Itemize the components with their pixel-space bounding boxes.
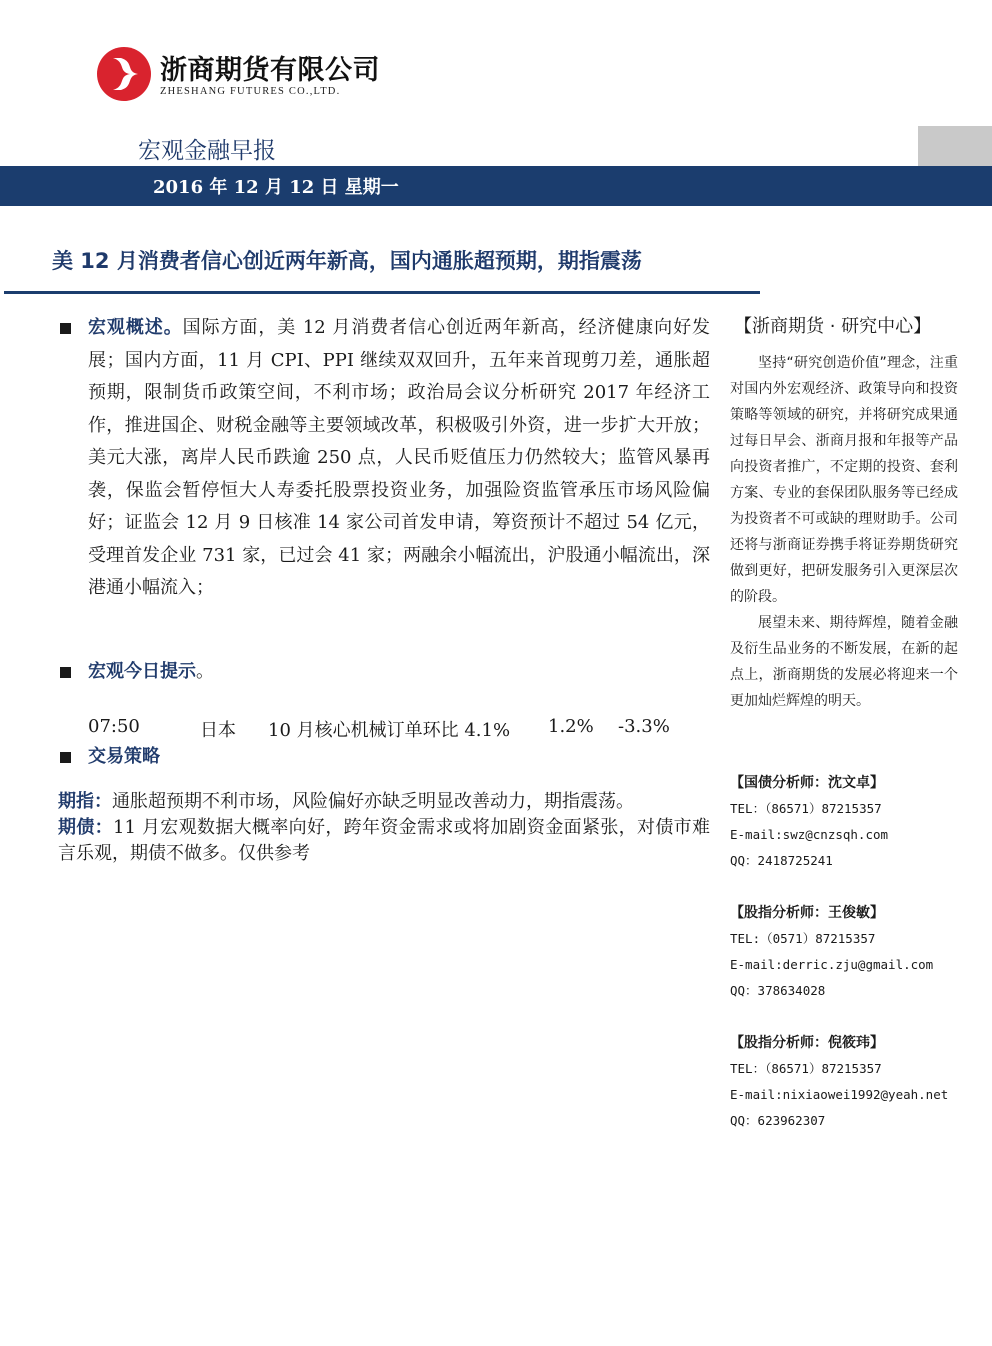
analyst-email[interactable]: E-mail:swz@cnzsqh.com: [730, 827, 889, 842]
analyst-qq: QQ：2418725241: [730, 853, 833, 868]
analyst-tel: TEL：（86571）87215357: [730, 801, 882, 816]
bullet-square-icon: [60, 667, 71, 678]
overview-text: 国际方面，美 12 月消费者信心创近两年新高，经济健康向好发展；国内方面，11 月 CPI、PPI 继续双双回升，五年来首现剪刀差，通胀超预期，限制货币政策空间，不利市场；政治局会议分析研究 2017 年经济工作，推进国企、财税金融等主要领域改革，积极吸引外资，进一步扩大开放；美元大涨，离岸人民币跌逾 250 点，人民币贬值压力仍然较大；监管风暴再袭，保监会暂停恒大人寿委托股票投资业务，加强险资监管承压市场风险偏好；证监会 12 月 9 日核准 14 家公司首发申请，筹资预计不超过 54 亿元，受理首发企业 731 家，已过会 41 家；两融余小幅流出，沪股通小幅流出，深港通小幅流入；: [88, 317, 710, 598]
event-name: 10 月核心机械订单环比 4.1%: [268, 720, 511, 741]
overview-paragraph: [88, 312, 710, 605]
report-type: 宏观金融早报: [138, 138, 276, 164]
company-name-en: ZHESHANG FUTURES CO.,LTD.: [160, 86, 341, 97]
sidebar-title: 【浙商期货 · 研究中心】: [734, 316, 932, 337]
event-time: 07:50: [88, 716, 140, 737]
strategy-item-text: 11 月宏观数据大概率向好，跨年资金需求或将加剧资金面紧张，对债市难言乐观，期债不做多。仅供参考: [58, 817, 711, 864]
event-forecast: 1.2%: [548, 716, 594, 737]
today-heading: 宏观今日提示。: [88, 661, 214, 682]
analyst-qq: QQ：623962307: [730, 1113, 826, 1128]
analyst-tel: TEL：（86571）87215357: [730, 1061, 882, 1076]
analyst-name: 【股指分析师：王俊敏】: [730, 905, 884, 921]
strategy-item-label: 期债：: [58, 817, 114, 838]
sidebar-paragraph: 坚持“研究创造价值”理念，注重对国内外宏观经济、政策导向和投资策略等领域的研究，并将研究成果通过每日早会、浙商月报和年报等产品向投资者推广，不定期的投资、套利方案、专业的套保团队服务等已经成为投资者不可或缺的理财助手。公司还将与浙商证券携手将证券期货研究做到更好，把研发服务引入更深层次的阶段。: [730, 355, 958, 605]
analyst-card: [730, 1030, 970, 1134]
strategy-body: [58, 789, 710, 867]
report-date: 2016 年 12 月 12 日 星期一: [153, 177, 399, 198]
analyst-email[interactable]: E-mail:derric.zju@gmail.com: [730, 957, 934, 972]
headline: 美 12 月消费者信心创近两年新高，国内通胀超预期，期指震荡: [52, 249, 642, 273]
strategy-section: [58, 741, 710, 773]
sidebar-paragraph: 展望未来、期待辉煌，随着金融及衍生品业务的不断发展，在新的起点上，浙商期货的发展必将迎来一个更加灿烂辉煌的明天。: [730, 615, 958, 709]
date-bar: [0, 166, 992, 206]
strategy-item-label: 期指：: [58, 791, 112, 812]
headline-divider: [4, 291, 760, 294]
bullet-square-icon: [60, 323, 71, 334]
company-name-cn: 浙商期货有限公司: [160, 55, 380, 86]
company-logo-icon: [96, 46, 152, 102]
bullet-square-icon: [60, 752, 71, 763]
strategy-item: [58, 815, 710, 867]
overview-section: [58, 312, 710, 605]
analyst-card: [730, 770, 970, 874]
strategy-heading: 交易策略: [88, 746, 160, 767]
overview-label: 宏观概述。: [88, 317, 183, 338]
header-gray-tab: [918, 126, 992, 166]
today-label: 宏观今日提示: [88, 661, 196, 682]
analyst-qq: QQ：378634028: [730, 983, 826, 998]
today-section: [58, 656, 710, 688]
analyst-card: [730, 900, 970, 1004]
analyst-name: 【国债分析师：沈文卓】: [730, 775, 884, 791]
analyst-name: 【股指分析师：倪筱玮】: [730, 1035, 884, 1051]
analyst-email[interactable]: E-mail:nixiaowei1992@yeah.net: [730, 1087, 949, 1102]
analyst-tel: TEL:（0571）87215357: [730, 931, 876, 946]
event-country: 日本: [200, 720, 236, 741]
event-previous: -3.3%: [618, 716, 670, 737]
strategy-item-text: 通胀超预期不利市场，风险偏好亦缺乏明显改善动力，期指震荡。: [112, 791, 634, 812]
strategy-item: [58, 789, 710, 815]
main-content: [58, 312, 710, 767]
sidebar: [730, 312, 958, 714]
